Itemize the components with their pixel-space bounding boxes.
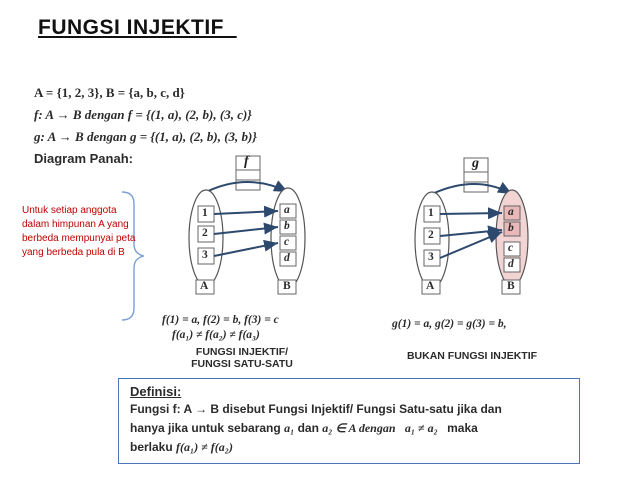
f-caption-1: FUNGSI INJEKTIF/	[195, 346, 289, 358]
function-f-definition: f: A → B dengan f = {(1, a), (2, b), (3, c)}	[34, 107, 252, 122]
f-equation-1: f(1) = a, f(2) = b, f(3) = c	[162, 314, 279, 326]
set-definition: A = {1, 2, 3}, B = {a, b, c, d}	[34, 85, 185, 100]
diagram-label: Diagram Panah:	[34, 151, 133, 166]
f-a-3: 3	[202, 249, 208, 261]
definition-berlaku: berlaku	[130, 440, 173, 454]
f-label-a: A	[200, 280, 209, 292]
definition-line-2	[130, 421, 478, 436]
diagram-f	[170, 150, 330, 300]
definition-conclusion: f(a₁) ≠ f(a₂)	[176, 440, 233, 454]
g-label-b: B	[507, 280, 515, 292]
f-b-c: c	[284, 236, 290, 248]
f-a-1: 1	[202, 207, 208, 219]
function-g-definition: g: A → B dengan g = {(1, a), (2, b), (3, b)}	[34, 129, 257, 144]
g-func-label: g	[472, 156, 479, 171]
g-arrow-1-a	[440, 213, 502, 214]
g-b-d: d	[508, 258, 514, 270]
definition-line-1: Fungsi f: A → B disebut Fungsi Injektif/ Fungsi Satu-satu jika dan	[130, 402, 502, 416]
g-b-a: a	[508, 206, 514, 218]
f-label-b: B	[283, 280, 291, 292]
f-a-2: 2	[202, 227, 208, 239]
f-b-a: a	[284, 204, 290, 216]
f-caption-2: FUNGSI SATU-SATU	[191, 358, 293, 370]
g-a-3: 3	[428, 251, 434, 263]
g-b-c: c	[508, 242, 514, 254]
g-equation: g(1) = a, g(2) = g(3) = b,	[392, 318, 507, 330]
diagram-g	[400, 150, 560, 300]
page-title: FUNGSI INJEKTIF	[38, 16, 237, 39]
definition-line-2a: hanya jika untuk sebarang	[130, 421, 281, 435]
definition-inequality: a₁ ≠ a₂	[404, 421, 438, 435]
g-a-2: 2	[428, 229, 434, 241]
f-b-d: d	[284, 252, 290, 264]
arrow-1-a	[214, 211, 278, 214]
f-equation-2: f(a₁) ≠ f(a₂) ≠ f(a₃)	[172, 329, 260, 341]
definition-heading: Definisi:	[130, 384, 182, 399]
g-b-b: b	[508, 222, 514, 234]
definition-line-3	[130, 440, 233, 455]
arrow-2-b	[214, 227, 278, 234]
definition-maka: maka	[447, 421, 478, 435]
definition-and: dan	[297, 421, 319, 435]
f-b-b: b	[284, 220, 290, 232]
f-func-label: f	[244, 154, 249, 169]
g-label-a: A	[426, 280, 435, 292]
arrow-3-c	[214, 243, 278, 256]
definition-a2-in-a: a₂ ∈ A dengan	[322, 421, 396, 435]
definition-a1: a₁	[284, 421, 295, 435]
g-a-1: 1	[428, 207, 434, 219]
side-note: Untuk setiap anggota dalam himpunan A yang berbeda mempunyai peta yang berbeda pula di B	[22, 205, 136, 258]
g-caption: BUKAN FUNGSI INJEKTIF	[406, 350, 538, 362]
